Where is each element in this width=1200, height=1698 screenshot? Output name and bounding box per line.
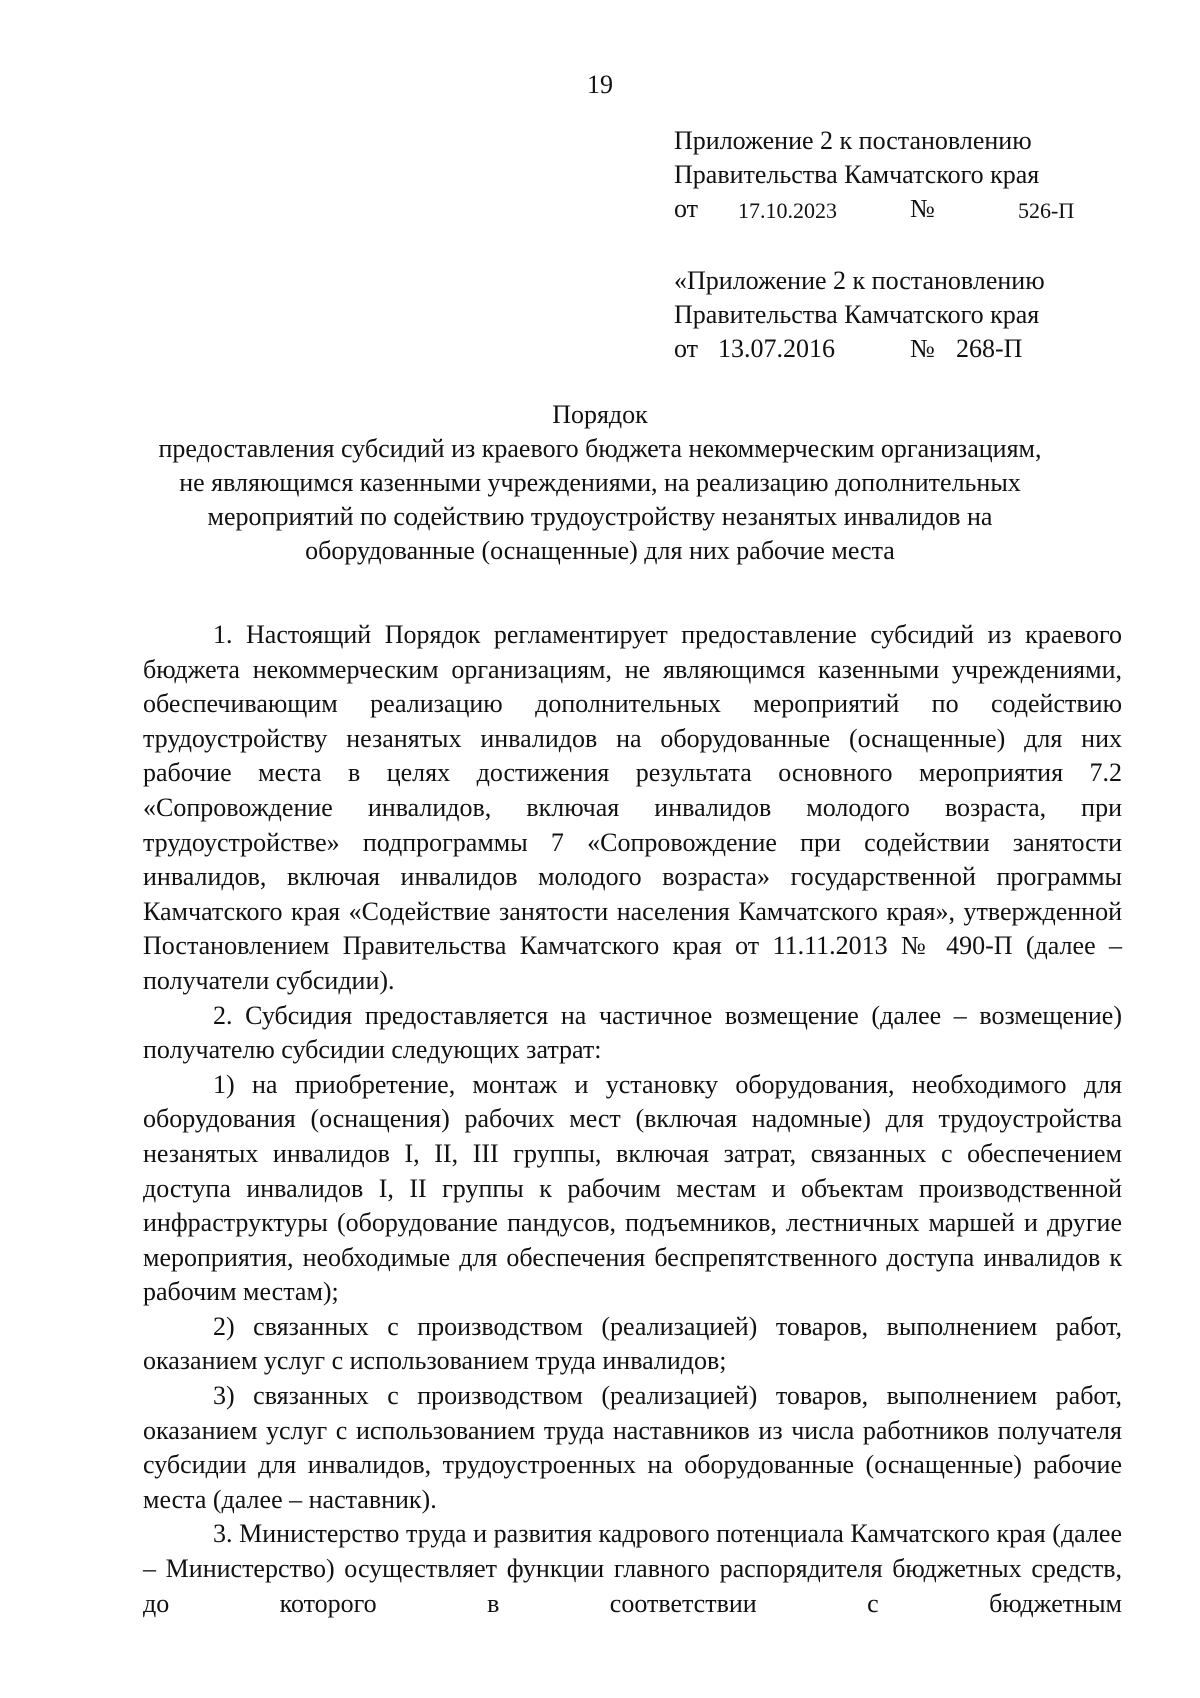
from-label: от xyxy=(674,334,699,363)
paragraph-2: 2. Субсидия предоставляется на частичное возмещение (далее – возмещение) получателю субсидии следующих затрат: xyxy=(143,1000,1122,1065)
decree-date: 13.07.2016 xyxy=(718,334,835,363)
paragraph-2-item-3: 3) связанных с производством (реализацией) товаров, выполнением работ, оказанием услуг с использованием труда наставников из числа работников получателя субсидии для инвалидов, трудоустроенных на оборудованные (оснащенные) рабочие места (далее – наставник). xyxy=(143,1381,1122,1514)
title-line: не являющимся казенными учреждениями, на реализацию дополнительных xyxy=(179,468,1021,497)
document-body xyxy=(143,618,1122,1621)
decree-number: 526-П xyxy=(1018,198,1075,223)
from-label: от xyxy=(674,194,699,223)
page-number: 19 xyxy=(587,70,613,99)
decree-number: 268-П xyxy=(956,334,1023,363)
document-title xyxy=(120,398,1080,568)
paragraph-3: 3. Министерство труда и развития кадрового потенциала Камчатского края (далее – Министерство) осуществляет функции главного распорядителя бюджетных средств, до которого в соответствии с бюджетным xyxy=(143,1519,1122,1618)
title-line: мероприятий по содействию трудоустройству незанятых инвалидов на xyxy=(207,502,993,531)
appendix-authority: Правительства Камчатского края xyxy=(674,160,1040,189)
number-label: № xyxy=(910,334,935,363)
appendix-authority: Правительства Камчатского края xyxy=(674,300,1040,329)
appendix-date-number-line xyxy=(674,192,1094,226)
paragraph-2-item-1: 1) на приобретение, монтаж и установку оборудования, необходимого для оборудования (оснащения) рабочих мест (включая надомные) для трудоустройства незанятых инвалидов I, II, III группы, включая затрат, связанных с обеспечением доступа инвалидов I, II группы к рабочим местам и объектам производственной инфраструктуры (оборудование пандусов, подъемников, лестничных маршей и другие мероприятия, необходимые для обеспечения беспрепятственного доступа инвалидов к рабочим местам); xyxy=(143,1069,1122,1307)
appendix-title: «Приложение 2 к постановлению xyxy=(674,266,1045,295)
title-line: предоставления субсидий из краевого бюджета некоммерческим организациям, xyxy=(158,434,1042,463)
appendix-date-number-line xyxy=(674,332,1094,366)
appendix-previous-reference xyxy=(674,264,1094,366)
title-line: оборудованные (оснащенные) для них рабочие места xyxy=(305,536,895,565)
paragraph-2-item-2: 2) связанных с производством (реализацией) товаров, выполнением работ, оказанием услуг с использованием труда инвалидов; xyxy=(143,1311,1122,1376)
decree-date: 17.10.2023 xyxy=(738,198,837,223)
number-label: № xyxy=(910,194,935,223)
appendix-title: Приложение 2 к постановлению xyxy=(674,126,1032,155)
title-heading: Порядок xyxy=(552,400,648,429)
appendix-current-reference xyxy=(674,124,1094,226)
paragraph-1: 1. Настоящий Порядок регламентирует предоставление субсидий из краевого бюджета некоммерческим организациям, не являющимся казенными учреждениями, обеспечивающим реализацию дополнительных мероприятий по содействию трудоустройству незанятых инвалидов на оборудованные (оснащенные) для них рабочие места в целях достижения результата основного мероприятия 7.2 «Сопровождение инвалидов, включая инвалидов молодого возраста, при трудоустройстве» подпрограммы 7 «Сопровождение при содействии занятости инвалидов, включая инвалидов молодого возраста» государственной программы Камчатского края «Содействие занятости населения Камчатского края», утвержденной Постановлением Правительства Камчатского края от 11.11.2013 № 490-П (далее – получатели субсидии). xyxy=(143,620,1122,995)
